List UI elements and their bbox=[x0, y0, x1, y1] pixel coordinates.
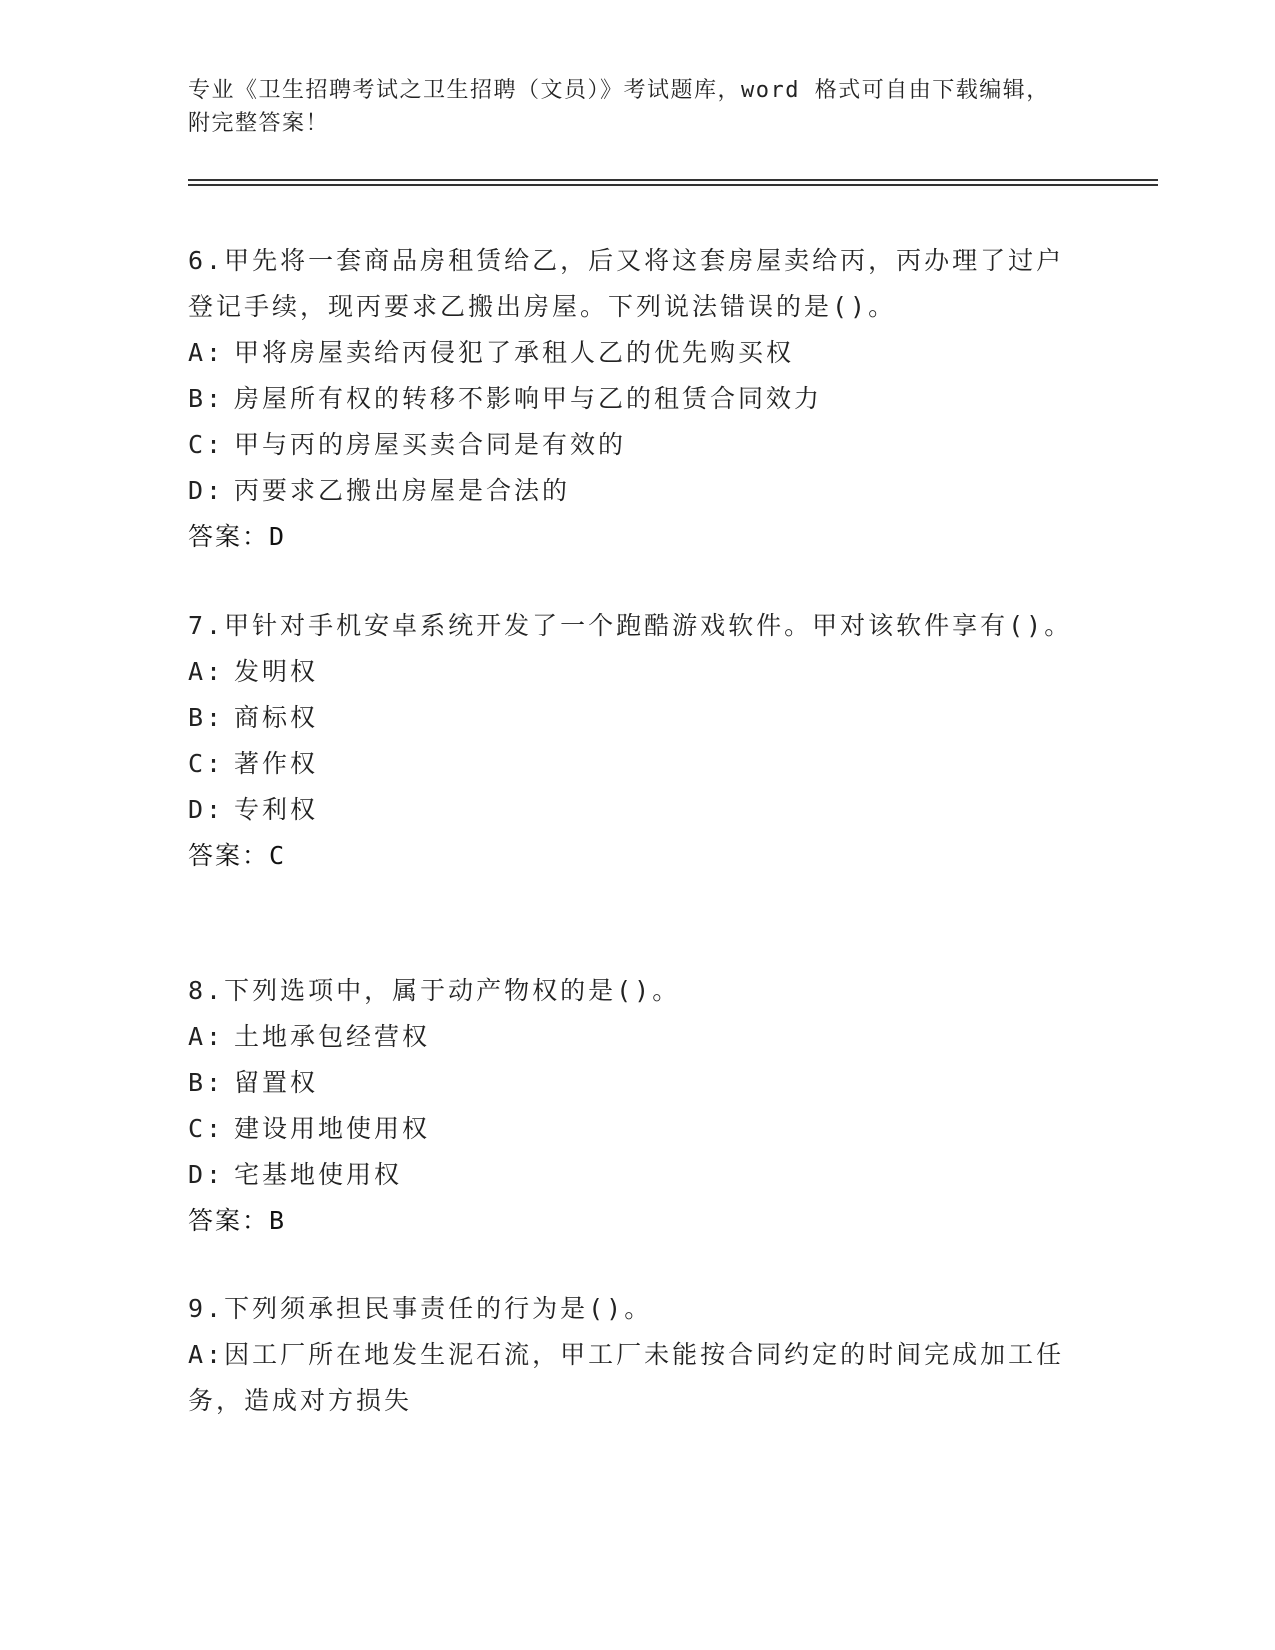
option-a bbox=[188, 1014, 1088, 1060]
option-key: A: bbox=[188, 1022, 225, 1051]
option-a bbox=[188, 649, 1088, 695]
question-9 bbox=[188, 1286, 1088, 1424]
answer-line: 答案：D bbox=[188, 522, 287, 551]
option-d bbox=[188, 787, 1088, 833]
option-key: B: bbox=[188, 703, 225, 732]
option-key: C: bbox=[188, 749, 225, 778]
option-key: A: bbox=[188, 1340, 225, 1369]
option-key: D: bbox=[188, 476, 225, 505]
option-key: D: bbox=[188, 1160, 225, 1189]
option-b bbox=[188, 1060, 1088, 1106]
document-intro: 专业《卫生招聘考试之卫生招聘（文员）》考试题库，word 格式可自由下载编辑，附完整答案！ bbox=[188, 78, 1050, 136]
answer-line: 答案：C bbox=[188, 841, 287, 870]
question-stem: 7.甲针对手机安卓系统开发了一个跑酷游戏软件。甲对该软件享有()。 bbox=[188, 611, 1073, 640]
option-c bbox=[188, 422, 1088, 468]
option-text: 专利权 bbox=[234, 795, 319, 824]
question-stem: 6.甲先将一套商品房租赁给乙，后又将这套房屋卖给丙，丙办理了过户登记手续，现丙要求乙搬出房屋。下列说法错误的是()。 bbox=[188, 246, 1065, 321]
option-text: 建设用地使用权 bbox=[234, 1114, 431, 1143]
option-text: 留置权 bbox=[234, 1068, 319, 1097]
option-text: 商标权 bbox=[234, 703, 319, 732]
option-key: A: bbox=[188, 338, 225, 367]
option-text: 土地承包经营权 bbox=[234, 1022, 431, 1051]
option-text: 丙要求乙搬出房屋是合法的 bbox=[234, 476, 571, 505]
option-key: D: bbox=[188, 795, 225, 824]
option-key: A: bbox=[188, 657, 225, 686]
question-stem: 9.下列须承担民事责任的行为是()。 bbox=[188, 1294, 653, 1323]
option-key: C: bbox=[188, 1114, 225, 1143]
option-text: 因工厂所在地发生泥石流，甲工厂未能按合同约定的时间完成加工任务，造成对方损失 bbox=[188, 1340, 1065, 1415]
question-8 bbox=[188, 968, 1088, 1244]
option-d bbox=[188, 1152, 1088, 1198]
option-key: B: bbox=[188, 1068, 225, 1097]
option-d bbox=[188, 468, 1088, 514]
option-text: 甲与丙的房屋买卖合同是有效的 bbox=[234, 430, 627, 459]
option-text: 著作权 bbox=[234, 749, 319, 778]
option-c bbox=[188, 741, 1088, 787]
option-a bbox=[188, 330, 1088, 376]
answer-line: 答案：B bbox=[188, 1206, 287, 1235]
question-6 bbox=[188, 238, 1088, 560]
header-divider-top bbox=[188, 179, 1158, 181]
question-stem: 8.下列选项中，属于动产物权的是()。 bbox=[188, 976, 681, 1005]
option-text: 房屋所有权的转移不影响甲与乙的租赁合同效力 bbox=[234, 384, 823, 413]
option-b bbox=[188, 376, 1088, 422]
header-divider-bottom bbox=[188, 184, 1158, 186]
option-text: 宅基地使用权 bbox=[234, 1160, 403, 1189]
option-c bbox=[188, 1106, 1088, 1152]
option-a bbox=[188, 1332, 1088, 1424]
question-7 bbox=[188, 603, 1088, 879]
option-key: C: bbox=[188, 430, 225, 459]
option-b bbox=[188, 695, 1088, 741]
option-text: 发明权 bbox=[234, 657, 319, 686]
option-key: B: bbox=[188, 384, 225, 413]
option-text: 甲将房屋卖给丙侵犯了承租人乙的优先购买权 bbox=[234, 338, 795, 367]
